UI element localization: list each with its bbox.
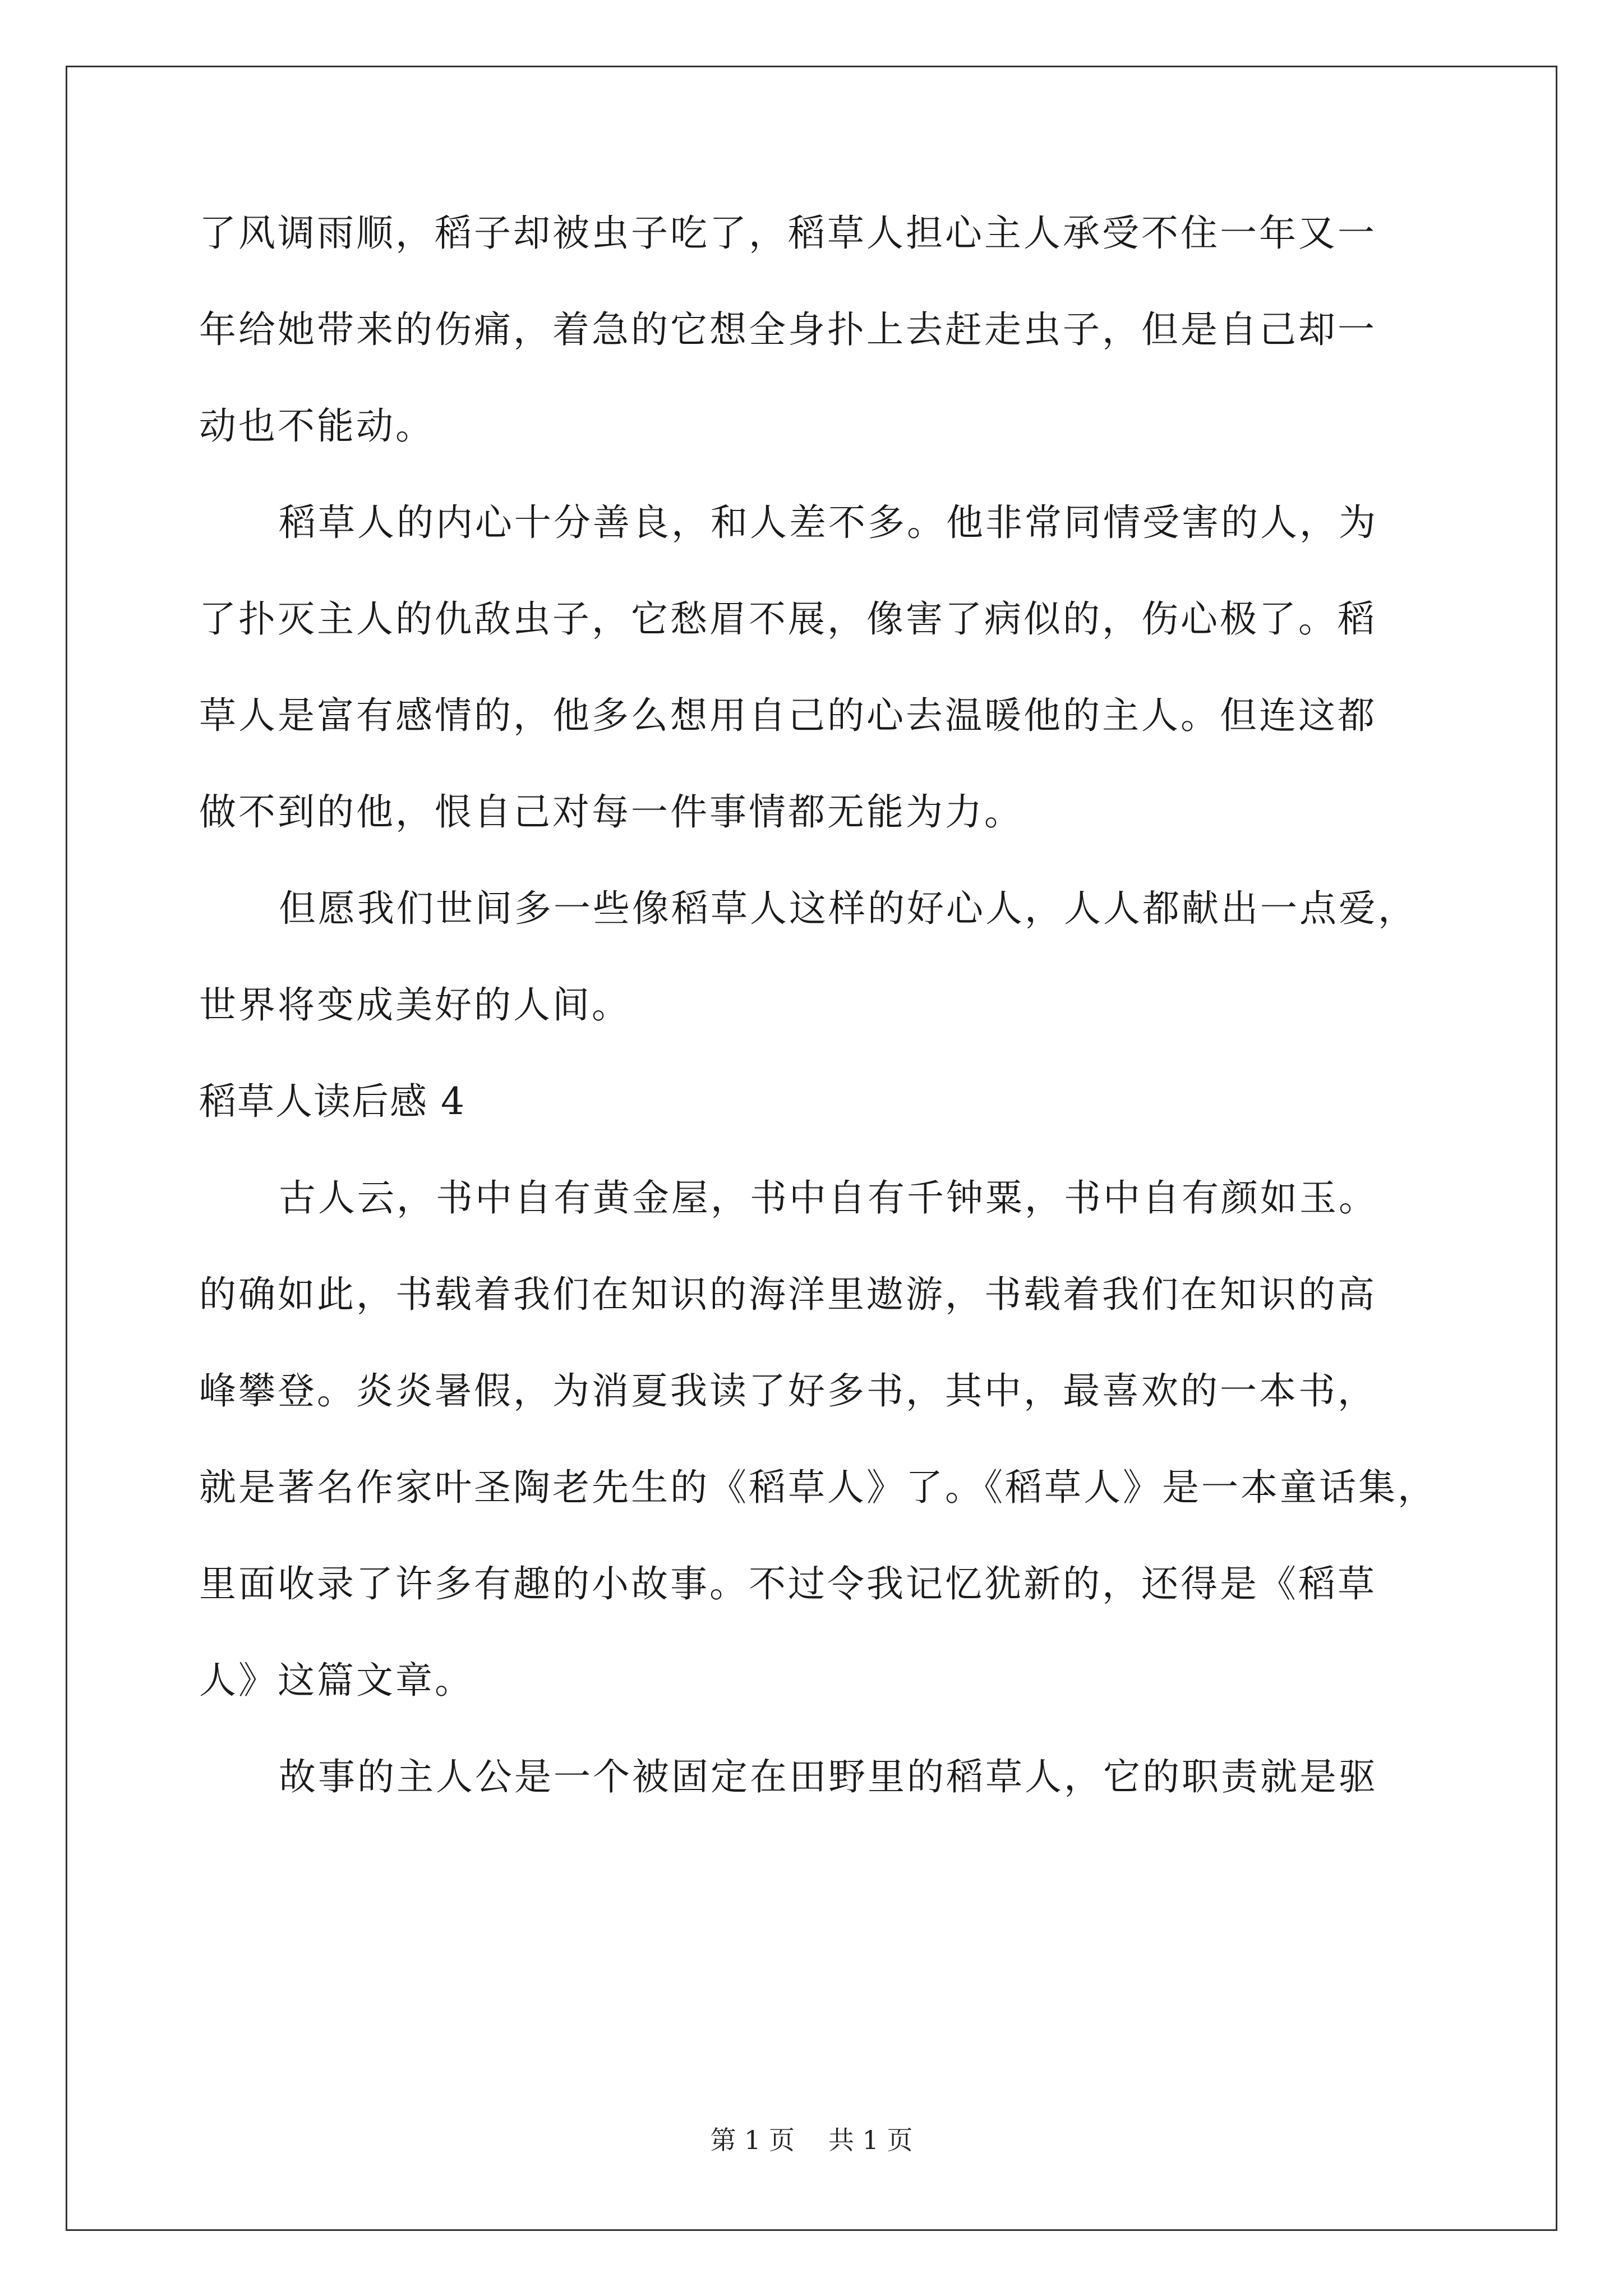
text-line: 的确如此，书载着我们在知识的海洋里遨游，书载着我们在知识的高 bbox=[199, 1273, 1377, 1316]
text-line: 草人是富有感情的，他多么想用自己的心去温暖他的主人。但连这都 bbox=[199, 694, 1377, 737]
page-footer bbox=[0, 2123, 1623, 2157]
text-line: 年给她带来的伤痛，着急的它想全身扑上去赶走虫子，但是自己却一 bbox=[199, 308, 1377, 351]
text-line: 古人云，书中自有黄金屋，书中自有千钟粟，书中自有颜如玉。 bbox=[279, 1176, 1378, 1220]
section-heading: 稻草人读后感 4 bbox=[199, 1080, 465, 1123]
text-line: 峰攀登。炎炎暑假，为消夏我读了好多书，其中，最喜欢的一本书， bbox=[199, 1369, 1377, 1412]
text-line: 动也不能动。 bbox=[199, 404, 435, 448]
text-line: 就是著名作家叶圣陶老先生的《稻草人》了。《稻草人》是一本童话集， bbox=[199, 1466, 1437, 1509]
text-line: 了风调雨顺，稻子却被虫子吃了，稻草人担心主人承受不住一年又一 bbox=[199, 211, 1377, 255]
text-line: 人》这篇文章。 bbox=[199, 1659, 474, 1702]
page-number-total: 共 1 页 bbox=[828, 2125, 913, 2155]
text-line: 故事的主人公是一个被固定在田野里的稻草人，它的职责就是驱 bbox=[279, 1755, 1378, 1798]
document-body bbox=[199, 185, 1437, 1825]
page-number-current: 第 1 页 bbox=[710, 2125, 795, 2155]
text-line: 里面收录了许多有趣的小故事。不过令我记忆犹新的，还得是《稻草 bbox=[199, 1562, 1377, 1605]
text-line: 稻草人的内心十分善良，和人差不多。他非常同情受害的人，为 bbox=[279, 501, 1378, 544]
text-line: 做不到的他，恨自己对每一件事情都无能为力。 bbox=[199, 790, 1023, 834]
text-line: 但愿我们世间多一些像稻草人这样的好心人，人人都献出一点爱， bbox=[279, 887, 1417, 930]
text-line: 了扑灭主人的仇敌虫子，它愁眉不展，像害了病似的，伤心极了。稻 bbox=[199, 597, 1377, 641]
text-line: 世界将变成美好的人间。 bbox=[199, 983, 631, 1027]
